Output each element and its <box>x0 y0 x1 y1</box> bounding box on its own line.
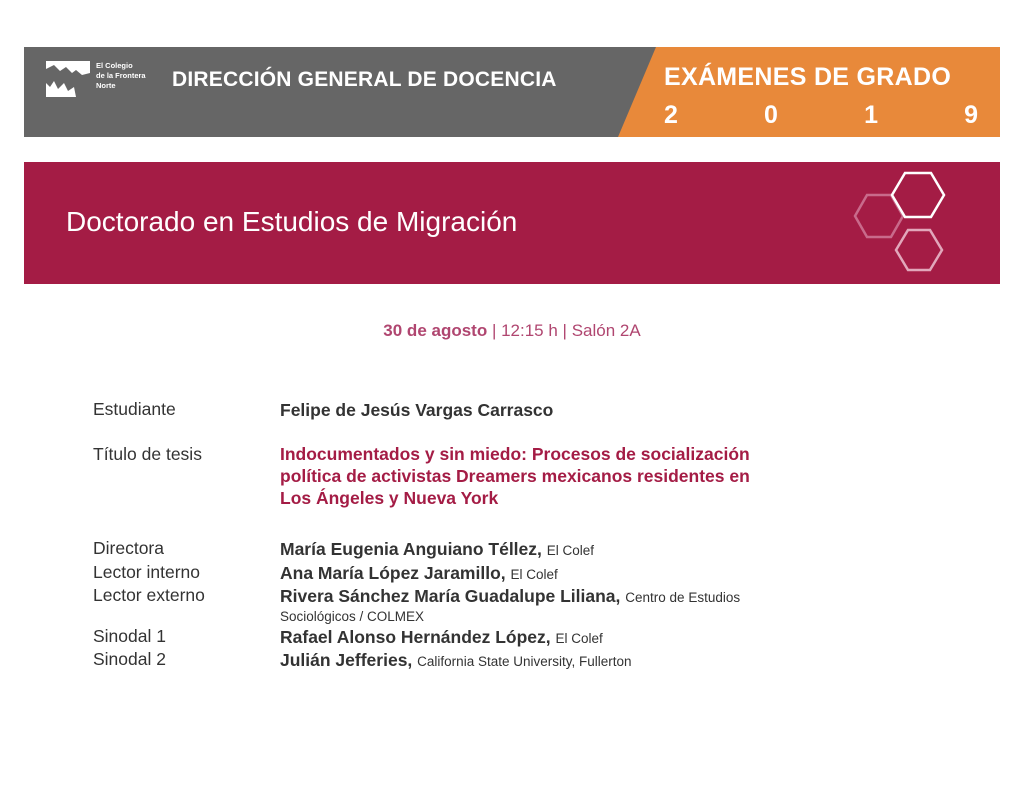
member-institution: California State University, Fullerton <box>417 654 632 669</box>
program-banner <box>24 162 1000 284</box>
thesis-title <box>280 443 880 509</box>
thesis-line: Indocumentados y sin miedo: Procesos de socialización <box>280 444 750 464</box>
committee-member <box>280 626 880 650</box>
committee-member <box>280 585 880 625</box>
thesis-line: política de activistas Dreamers mexicanos residentes en <box>280 466 750 486</box>
member-institution: El Colef <box>546 543 595 558</box>
member-institution-cont: Sociológicos / COLMEX <box>280 609 425 624</box>
hexagon-bottom <box>896 230 942 270</box>
department-title: DIRECCIÓN GENERAL DE DOCENCIA <box>172 68 557 91</box>
year-digit: 0 <box>764 101 778 129</box>
year-digit: 2 <box>664 101 678 129</box>
exam-room: Salón 2A <box>571 321 641 340</box>
thesis-line: Los Ángeles y Nueva York <box>280 488 499 508</box>
exam-title: EXÁMENES DE GRADO <box>664 63 952 91</box>
member-name: Rivera Sánchez María Guadalupe Liliana, <box>280 586 621 606</box>
year-digit: 9 <box>964 101 978 129</box>
logo-line-1: El Colegio <box>96 61 133 70</box>
logo-line-2: de la Frontera <box>96 71 146 80</box>
member-institution: Centro de Estudios <box>625 590 741 605</box>
exam-year <box>664 101 978 130</box>
logo-text <box>96 61 146 91</box>
program-title: Doctorado en Estudios de Migración <box>66 206 518 237</box>
logo-line-3: Norte <box>96 81 116 90</box>
member-institution: El Colef <box>555 631 603 646</box>
thesis-label: Título de tesis <box>93 444 202 464</box>
committee-role: Directora <box>93 538 164 558</box>
exam-time: 12:15 h <box>501 321 558 340</box>
separator: | <box>557 321 572 340</box>
committee-role: Sinodal 1 <box>93 626 166 646</box>
committee-member <box>280 649 880 673</box>
committee-member <box>280 538 880 562</box>
committee-member <box>280 562 880 586</box>
student-name: Felipe de Jesús Vargas Carrasco <box>280 400 554 420</box>
committee-role: Sinodal 2 <box>93 649 166 669</box>
colef-logo <box>46 61 156 101</box>
member-name: Julián Jefferies, <box>280 650 413 670</box>
committee-role: Lector interno <box>93 562 201 582</box>
header-banner <box>24 47 1000 137</box>
exam-schedule <box>0 321 1024 341</box>
member-name: María Eugenia Anguiano Téllez, <box>280 539 542 559</box>
member-name: Rafael Alonso Hernández López, <box>280 627 551 647</box>
hexagon-top <box>892 173 944 217</box>
student-label: Estudiante <box>93 399 176 419</box>
colef-logo-icon <box>46 61 90 97</box>
year-digit: 1 <box>864 101 878 129</box>
hexagon-decoration <box>24 162 1000 284</box>
member-institution: El Colef <box>510 567 558 582</box>
exam-date: 30 de agosto <box>383 321 488 340</box>
committee-role: Lector externo <box>93 585 205 605</box>
member-name: Ana María López Jaramillo, <box>280 563 506 583</box>
separator: | <box>487 321 502 340</box>
